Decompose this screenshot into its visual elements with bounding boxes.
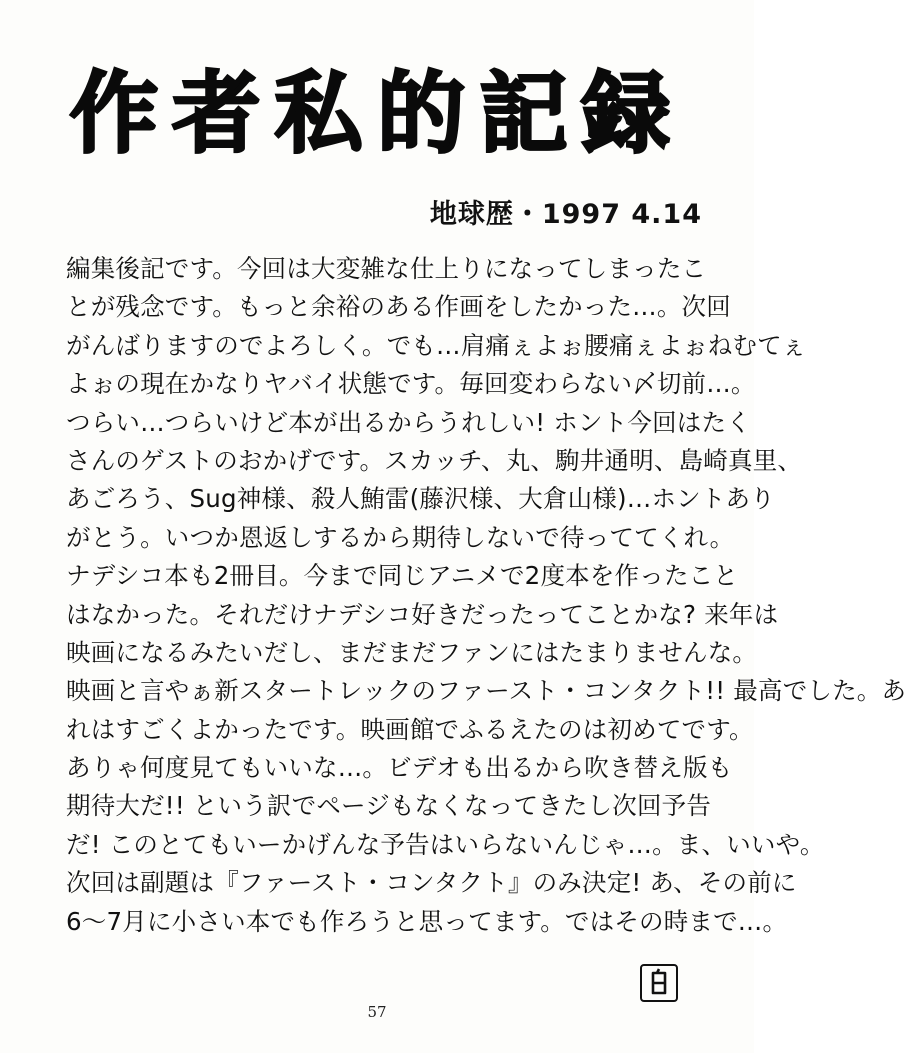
author-seal-icon [640, 964, 678, 1002]
text-line: 映画と言やぁ新スタートレックのファースト・コンタクト!! 最高でした。あ [66, 676, 906, 706]
text-line: だ! このとてもいーかげんな予告はいらないんじゃ…。ま、いいや。 [66, 829, 825, 859]
title-char: 録 [581, 61, 670, 165]
text-line: とが残念です。もっと余裕のある作画をしたかった…。次回 [66, 292, 731, 322]
title-char: 的 [377, 61, 466, 165]
title-char: 者 [172, 61, 261, 165]
text-line: 映画になるみたいだし、まだまだファンにはたまりませんな。 [66, 637, 758, 667]
text-line: 次回は副題は『ファースト・コンタクト』のみ決定! あ、その前に [66, 868, 797, 898]
afterword-body [66, 250, 906, 941]
text-line: さんのゲストのおかげです。スカッチ、丸、駒井通明、島崎真里、 [66, 445, 803, 475]
date-line: 地球歴・1997 4.14 [429, 199, 702, 230]
text-line: はなかった。それだけナデシコ好きだったってことかな? 来年は [66, 599, 779, 629]
page-number: 57 [367, 1003, 387, 1021]
page-title [70, 58, 670, 168]
title-char: 作 [70, 61, 159, 165]
text-line: がんばりますのでよろしく。でも…肩痛ぇよぉ腰痛ぇよぉねむてぇ [66, 330, 807, 360]
text-line: 6〜7月に小さい本でも作ろうと思ってます。ではその時まで…。 [66, 906, 788, 936]
text-line: 編集後記です。今回は大変雑な仕上りになってしまったこ [66, 254, 707, 283]
text-line: 期待大だ!! という訳でページもなくなってきたし次回予告 [66, 791, 712, 821]
title-char: 記 [479, 61, 568, 165]
text-line: がとう。いつか恩返しするから期待しないで待っててくれ。 [66, 522, 735, 552]
text-line: あごろう、Sug神様、殺人鮪雷(藤沢様、大倉山様)…ホントあり [66, 484, 775, 514]
text-line: ナデシコ本も2冊目。今まで同じアニメで2度本を作ったこと [66, 561, 739, 591]
title-char: 私 [274, 61, 363, 165]
text-line: よぉの現在かなりヤバイ状態です。毎回変わらない〆切前…。 [66, 369, 756, 399]
text-line: れはすごくよかったです。映画館でふるえたのは初めてです。 [66, 714, 754, 744]
text-line: ありゃ何度見てもいいな…。ビデオも出るから吹き替え版も [66, 753, 733, 783]
text-line: つらい…つらいけど本が出るからうれしい! ホント今回はたく [66, 407, 751, 437]
